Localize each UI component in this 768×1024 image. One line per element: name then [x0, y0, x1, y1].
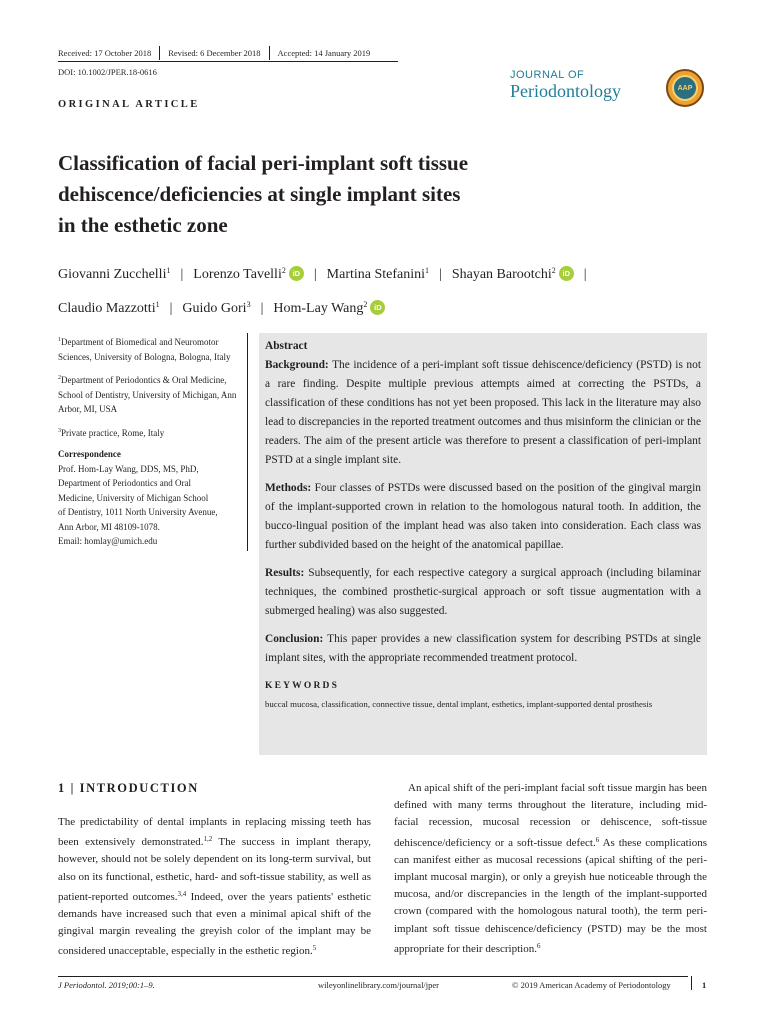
abstract-section-text: This paper provides a new classification system for describing PSTDs at single implant sites, with the appropriate recommended treatment protocol. [265, 633, 701, 664]
abstract-conclusion [265, 630, 701, 668]
abstract-section-text: Four classes of PSTDs were discussed based on the position of the gingival margin of the implant-supported crown in relation to the homologous natural tooth. In addition, the bucco-lingual position of the implant head was also taken into consideration. Each class was further subdivided based on the height of the anatomical papillae. [265, 482, 701, 551]
affiliation-text: Department of Periodontics & Oral Medicine, School of Dentistry, University of Michigan, Ann Arbor, MI, USA [58, 375, 237, 414]
citation-ref[interactable]: 1,2 [203, 835, 213, 844]
author-separator: | [583, 267, 587, 282]
affiliation-number: 2 [58, 375, 61, 381]
correspondence-line: Ann Arbor, MI 48109-1078. [58, 521, 160, 532]
title-line: in the esthetic zone [58, 213, 228, 237]
abstract-section-label: Results: [265, 567, 305, 579]
author-affiliation-number: 2 [363, 300, 368, 309]
affiliation [58, 333, 244, 364]
title-line: Classification of facial peri-implant soft tissue [58, 151, 469, 175]
correspondence-line: Prof. Hom-Lay Wang, DDS, MS, PhD, [58, 463, 199, 474]
body-text: An apical shift of the peri-implant facial soft tissue margin has been defined with many terms throughout the literature, including mid-facial recession, mucosal recession or dehiscence, soft-tissue dehiscence/deficiency or a soft-tissue defect. [394, 782, 707, 849]
author[interactable] [452, 267, 574, 282]
author-name: Shayan Barootchi [451, 267, 552, 282]
doi[interactable]: DOI: 10.1002/JPER.18-0616 [58, 67, 157, 77]
aap-seal-icon [666, 69, 704, 107]
orcid-icon[interactable]: iD [559, 266, 574, 281]
abstract-heading: Abstract [265, 340, 308, 352]
affiliation-text: Department of Biomedical and Neuromotor Sciences, University of Bologna, Bologna, Italy [58, 337, 231, 362]
aap-seal-text: AAP [672, 75, 698, 101]
author[interactable] [182, 301, 250, 316]
article-title [58, 148, 578, 241]
intro-paragraph-1 [58, 814, 371, 961]
footer-citation: J Periodontol. 2019;00:1–9. [58, 980, 155, 990]
affiliation-number: 1 [58, 337, 61, 343]
footer-url[interactable]: wileyonlinelibrary.com/journal/jper [318, 980, 440, 990]
orcid-icon[interactable]: iD [370, 300, 385, 315]
author-separator: | [439, 267, 442, 282]
author-separator: | [180, 267, 184, 282]
author-name: Hom-Lay Wang [273, 301, 364, 316]
footer-copyright: © 2019 American Academy of Periodontology [512, 980, 671, 990]
page-number: 1 [702, 980, 707, 990]
author-name: Guido Gori [182, 301, 247, 316]
column-divider [247, 333, 248, 551]
abstract-section-text: Subsequently, for each respective category a surgical approach (including bilaminar techniques, the combined prosthetic-surgical approach or soft tissue augmentation with a submerged healing) was also suggested. [265, 567, 701, 617]
correspondence-email[interactable]: Email: homlay@umich.edu [58, 536, 158, 546]
author-affiliation-number: 2 [551, 266, 556, 275]
author-name: Giovanni Zucchelli [58, 267, 167, 282]
journal-logo[interactable] [510, 69, 621, 101]
author[interactable] [193, 267, 304, 282]
abstract-methods [265, 479, 701, 555]
author-separator: | [313, 267, 317, 282]
article-dates [58, 46, 370, 60]
author-affiliation-number: 1 [425, 266, 430, 275]
author-affiliation-number: 3 [246, 300, 251, 309]
footer-rule [58, 976, 688, 977]
affiliations-column [58, 333, 244, 549]
article-type: ORIGINAL ARTICLE [58, 99, 200, 110]
accepted-date: Accepted: 14 January 2019 [277, 48, 371, 58]
body-text: The predictability of dental implants in replacing missing teeth has been extensively demonstrated. [58, 816, 371, 849]
intro-paragraph-2 [394, 780, 707, 958]
citation-ref[interactable]: 3,4 [177, 889, 187, 898]
author-separator: | [169, 301, 173, 316]
correspondence-heading: Correspondence [58, 449, 121, 459]
body-text: Indeed, over the years patients' esthetic demands have increased such that even a minimal apical shift of the gingival margin revealing the greyish color of the implant may be considered unacceptable, especially in the esthetic region. [58, 890, 371, 958]
affiliation-number: 3 [58, 427, 61, 434]
citation-ref[interactable]: 5 [312, 944, 317, 953]
author-affiliation-number: 1 [166, 266, 171, 275]
revised-date: Revised: 6 December 2018 [168, 48, 261, 58]
author[interactable] [58, 267, 170, 282]
author[interactable] [273, 301, 385, 316]
citation-ref[interactable]: 6 [595, 835, 600, 844]
author-affiliation-number: 2 [281, 266, 286, 275]
abstract-box [259, 333, 707, 755]
correspondence-line: Medicine, University of Michigan School [58, 492, 209, 503]
author-separator: | [260, 301, 264, 316]
author-name: Lorenzo Tavelli [193, 267, 282, 282]
author-affiliation-number: 1 [155, 300, 160, 309]
author-name: Claudio Mazzotti [58, 301, 156, 316]
date-divider [159, 46, 160, 60]
affiliation [58, 424, 244, 441]
author[interactable] [327, 267, 429, 282]
date-divider [269, 46, 270, 60]
journal-logo-line2: Periodontology [510, 81, 621, 101]
author[interactable] [58, 301, 160, 316]
orcid-icon[interactable]: iD [289, 266, 304, 281]
author-name: Martina Stefanini [326, 267, 426, 282]
keywords-heading: KEYWORDS [265, 681, 340, 691]
author-list [58, 256, 718, 324]
title-line: dehiscence/deficiencies at single implant sites [58, 182, 461, 206]
keywords-list: buccal mucosa, classification, connective tissue, dental implant, esthetics, implant-supported dental prosthesis [265, 699, 653, 709]
abstract-section-label: Background: [265, 359, 329, 371]
body-text: The success in implant therapy, however, should not be solely dependent on its long-term survival, but also on its functional, esthetic, hard- and soft-tissue stability, as well as patient-reported outcomes. [58, 836, 371, 903]
affiliation [58, 371, 244, 417]
correspondence-line: Department of Periodontics and Oral [58, 478, 191, 488]
section-heading: 1 | INTRODUCTION [58, 781, 199, 795]
header-rule [58, 61, 398, 62]
body-text: As these complications can manifest either as mucosal recessions (apical shifting of the peri-implant mucosal margin), or only a greyish hue noticeable through the mucosa, and/or discrepancies in the length of the implant-supported crown (compared with the homologous natural tooth), the term peri-implant soft tissue dehiscence/deficiency (PSTD) may be the most appropriate for their description. [394, 836, 707, 955]
abstract-section-label: Methods: [265, 482, 312, 494]
page-number-divider [691, 976, 692, 990]
journal-logo-line1: JOURNAL OF [510, 69, 585, 81]
abstract-results [265, 564, 701, 621]
abstract-section-label: Conclusion: [265, 633, 324, 645]
affiliation-text: Private practice, Rome, Italy [61, 427, 165, 438]
abstract-background [265, 356, 701, 470]
received-date: Received: 17 October 2018 [58, 48, 152, 58]
citation-ref[interactable]: 6 [536, 941, 541, 950]
abstract-section-text: The incidence of a peri-implant soft tissue dehiscence/deficiency (PSTD) is not a rare finding. Despite multiple previous attempts aimed at correcting the PSTDs, a classification of these conditions has not yet been proposed. This lack in the literature may also lead to discrepancies in the reported treatment outcomes and thus misinform the clinician or the readers. The aim of the present article was therefore to present a classification of peri-implant PSTD at a single implant site. [265, 359, 701, 466]
correspondence-line: of Dentistry, 1011 North University Avenue, [58, 507, 218, 517]
